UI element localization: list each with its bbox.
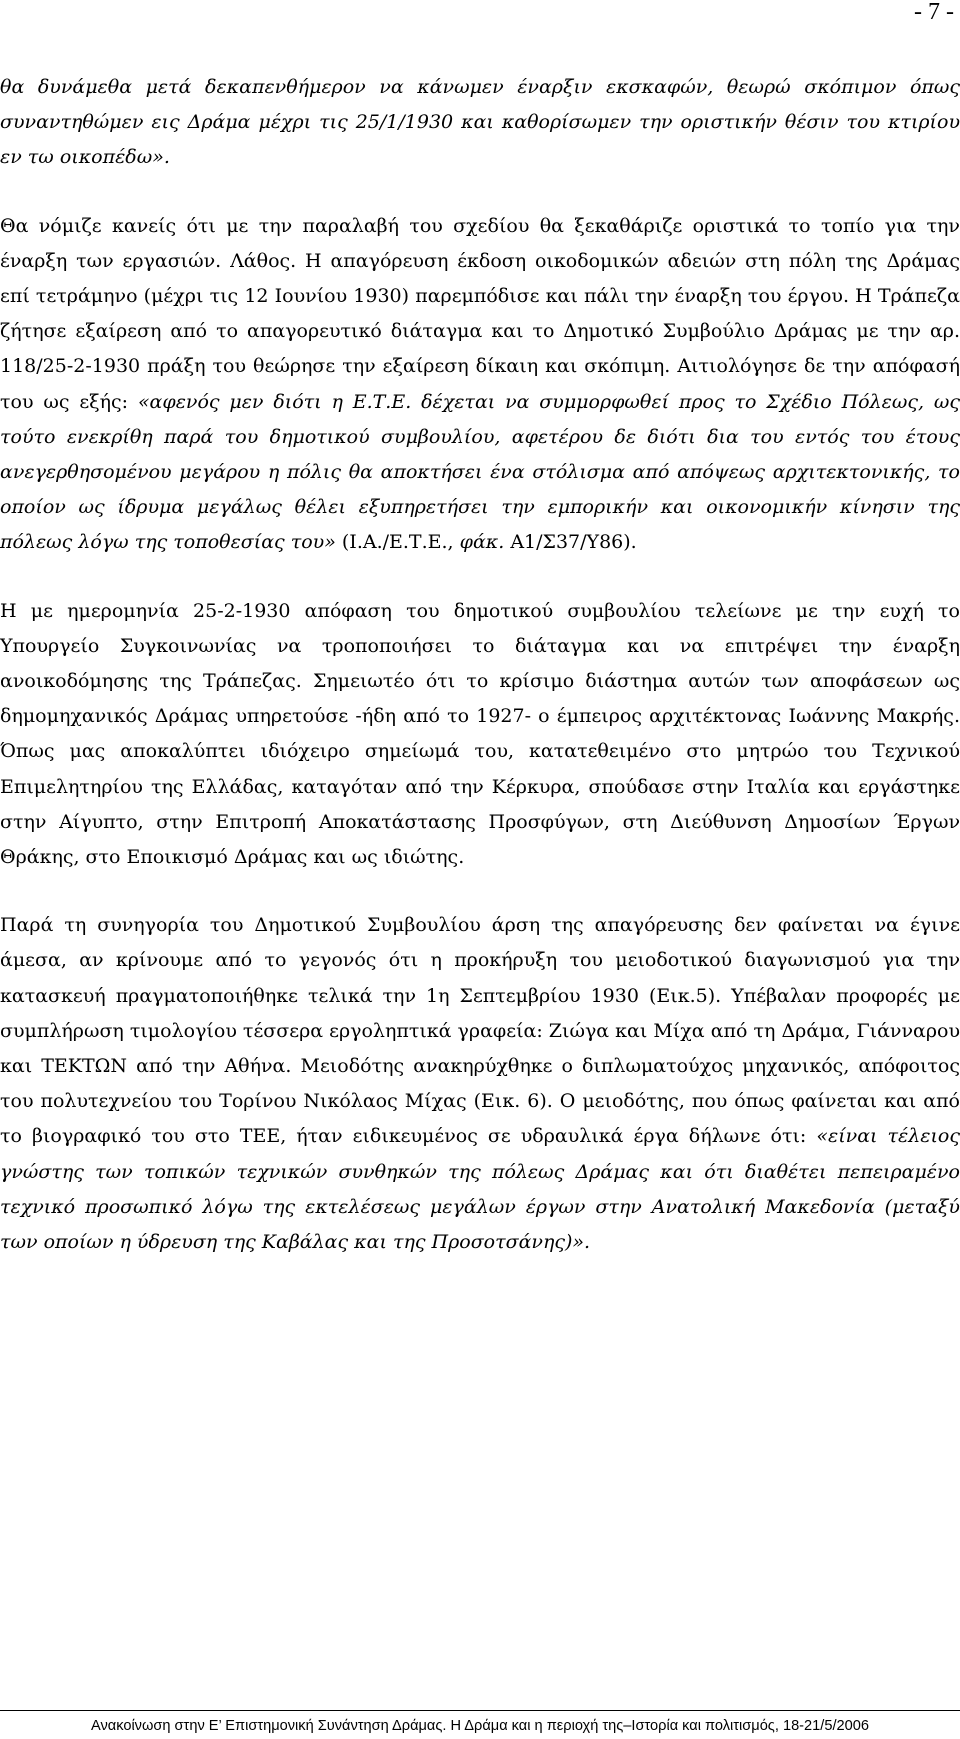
quote-text: θα δυνάμεθα μετά δεκαπενθήμερον να κάνωμεν έναρξιν εκσκαφών, θεωρώ σκόπιμον όπως συναντηθώμεν εις Δράμα μέχρι τις 25/1/1930 και καθορίσωμεν την οριστικήν θέσιν του κτιρίου εν τω οικοπέδω».: [0, 76, 960, 169]
quote-text: «είναι τέλειος γνώστης των τοπικών τεχνικών συνθηκών της πόλεως Δράμας και ότι διαθέτει πεπειραμένο τεχνικό προσωπικό λόγω της εκτελέσεως μεγάλων έργων στην Ανατολική Μακεδονία (μεταξύ των οποίων η ύδρευση της Καβάλας και της Προσοτσάνης)».: [0, 1125, 960, 1254]
paragraph-3: [0, 594, 960, 876]
citation-text: φάκ.: [459, 531, 505, 554]
paragraph-1: [0, 70, 960, 176]
paragraph-4: [0, 908, 960, 1260]
paragraph-text: Η με ημερομηνία 25-2-1930 απόφαση του δημοτικού συμβουλίου τελείωνε με την ευχή το Υπουργείο Συγκοινωνίας να τροποποιήσει το διάταγμα και να επιτρέψει την έναρξη ανοικοδόμησης της Τράπεζας. Σημειωτέο ότι το κρίσιμο διάστημα αυτών των αποφάσεων ως δημομηχανικός Δράμας υπηρετούσε -ήδη από το 1927- ο έμπειρος αρχιτέκτονας Ιωάννης Μακρής. Όπως μας αποκαλύπτει ιδιόχειρο σημείωμά του, κατατεθειμένο στο μητρώο του Τεχνικού Επιμελητηρίου της Ελλάδας, καταγόταν από την Κέρκυρα, σπούδασε στην Ιταλία και εργάστηκε στην Αίγυπτο, στην Επιτροπή Αποκατάστασης Προσφύγων, στη Διεύθυνση Δημοσίων Έργων Θράκης, στο Εποικισμό Δράμας και ως ιδιώτης.: [0, 599, 960, 869]
paragraph-2: [0, 209, 960, 561]
article-body: [0, 70, 960, 1293]
page-footer: Ανακοίνωση στην Ε’ Επιστημονική Συνάντηση Δράμας. Η Δράμα και η περιοχή της–Ιστορία και πολιτισμός, 18-21/5/2006: [91, 1718, 869, 1734]
paragraph-text: Παρά τη συνηγορία του Δημοτικού Συμβουλίου άρση της απαγόρευσης δεν φαίνεται να έγινε άμεσα, αν κρίνουμε από το γεγονός ότι η προκήρυξη του μειοδοτικού διαγωνισμού για την κατασκευή πραγματοποιήθηκε τελικά την 1η Σεπτεμβρίου 1930 (Εικ.5). Υπέβαλαν προφορές με συμπλήρωση τιμολογίου τέσσερα εργοληπτικά γραφεία: Ζιώγα και Μίχα από τη Δράμα, Γιάνναρου και ΤΕΚΤΩΝ από την Αθήνα. Μειοδότης ανακηρύχθηκε ο διπλωματούχος μηχανικός, απόφοιτος του πολυτεχνείου του Τορίνου Νικόλαος Μίχας (Εικ. 6). Ο μειοδότης, που όπως φαίνεται και από το βιογραφικό του στο ΤΕΕ, ήταν ειδικευμένος σε υδραυλικά έργα δήλωνε ότι:: [0, 914, 960, 1148]
citation-text: (Ι.Α./Ε.Τ.Ε.,: [335, 531, 460, 554]
citation-text: Α1/Σ37/Υ86).: [504, 531, 637, 554]
paragraph-text: Θα νόμιζε κανείς ότι με την παραλαβή του σχεδίου θα ξεκαθάριζε οριστικά το τοπίο για την έναρξη των εργασιών. Λάθος. Η απαγόρευση έκδοση οικοδομικών αδειών στη πόλη της Δράμας επί τετράμηνο (μέχρι τις 12 Ιουνίου 1930) παρεμπόδισε και πάλι την έναρξη του έργου. Η Τράπεζα ζήτησε εξαίρεση από το απαγορευτικό διάταγμα και το Δημοτικό Συμβούλιο Δράμας με την αρ. 118/25-2-1930 πράξη του θεώρησε την εξαίρεση δίκαιη και σκόπιμη. Αιτιολόγησε δε την απόφασή του ως εξής:: [0, 214, 960, 413]
footer-divider: [0, 1710, 960, 1711]
page-number: - 7 -: [914, 0, 954, 25]
quote-text: «αφενός μεν διότι η Ε.Τ.Ε. δέχεται να συμμορφωθεί προς το Σχέδιο Πόλεως, ως τούτο ενεκρίθη παρά του δημοτικού συμβουλίου, αφετέρου δε διότι δια του εντός του έτους ανεγερθησομένου μεγάρου η πόλις θα αποκτήσει ένα στόλισμα από απόψεως αρχιτεκτονικής, το οποίον ως ίδρυμα μεγάλως θέλει εξυπηρετήσει την εμπορικήν και οικονομικήν κίνησιν της πόλεως λόγω της τοποθεσίας του»: [0, 390, 960, 554]
